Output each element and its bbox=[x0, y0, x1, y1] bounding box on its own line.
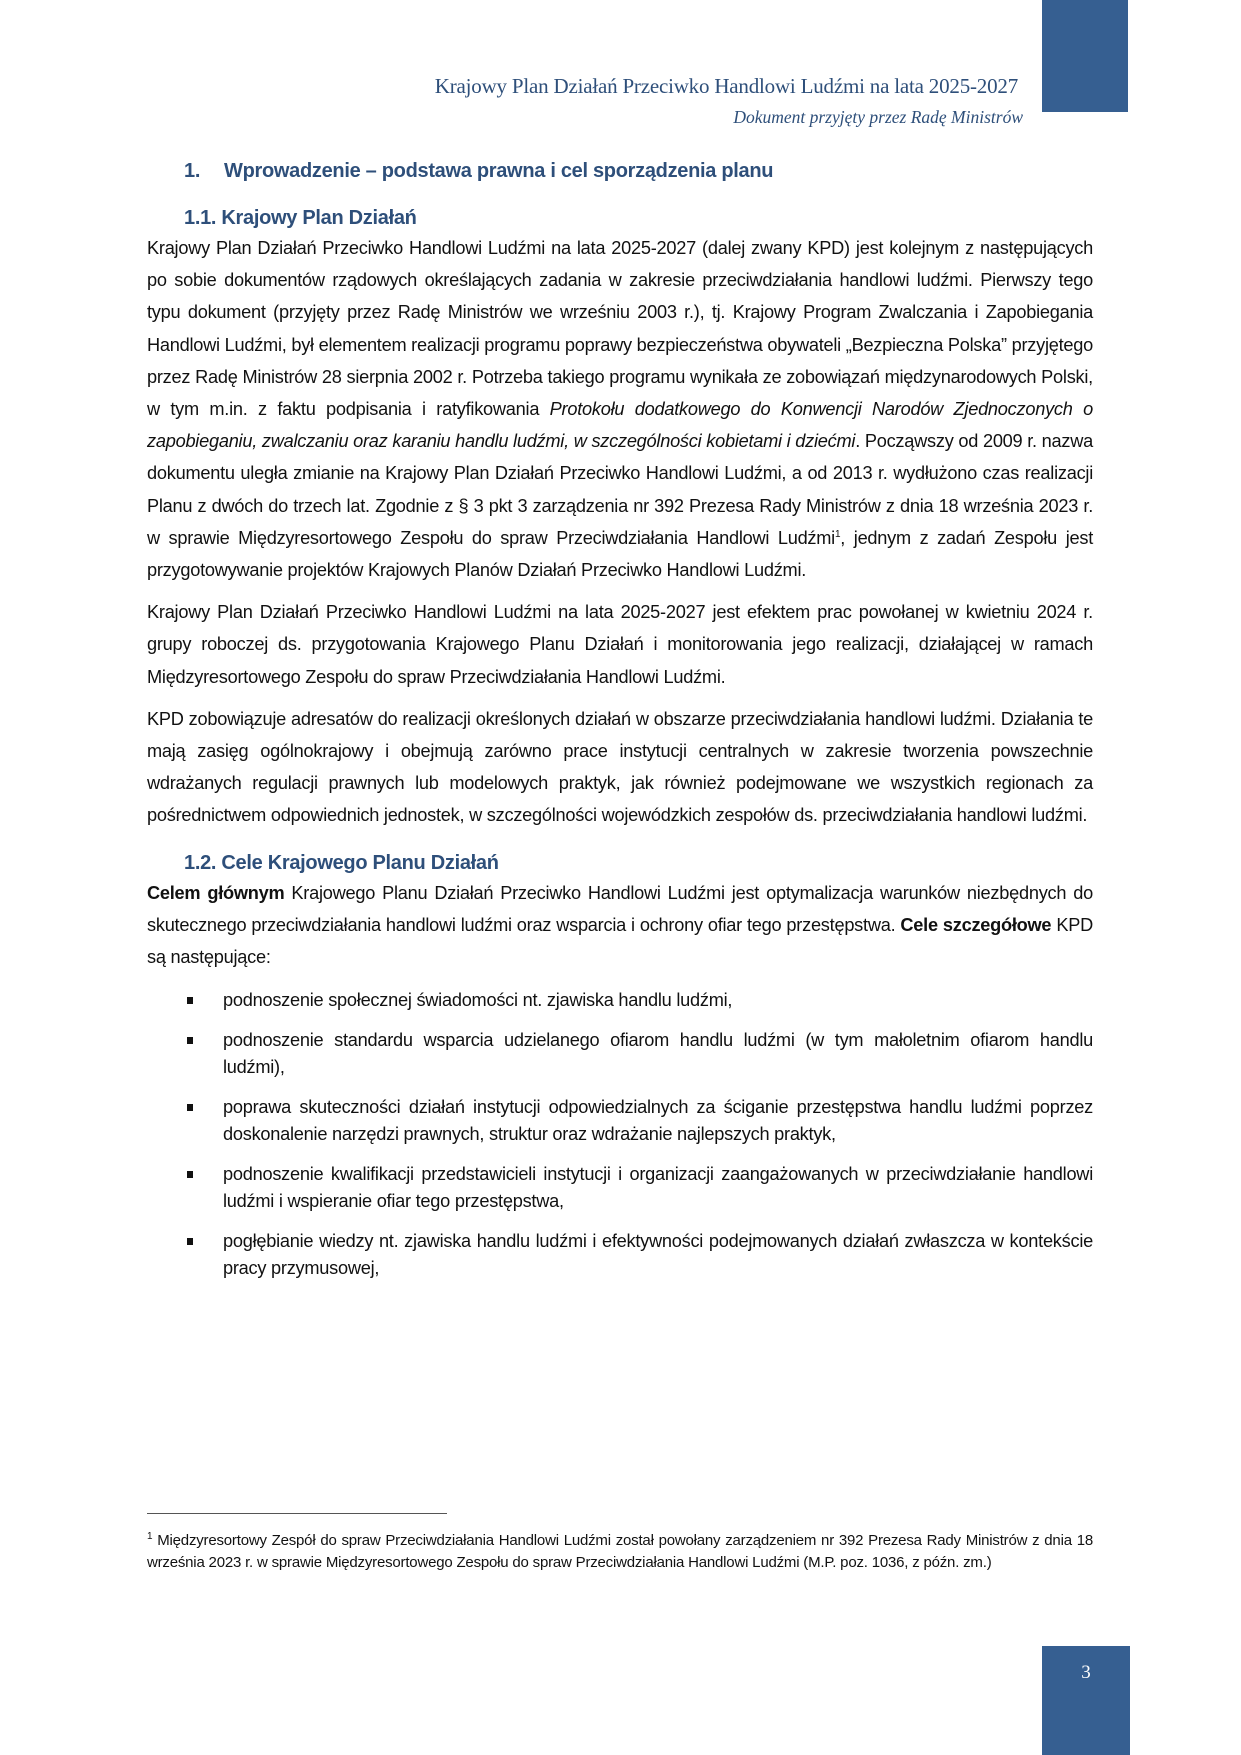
running-header-title: Krajowy Plan Działań Przeciwko Handlowi Ludźmi na lata 2025-2027 bbox=[434, 74, 1018, 98]
square-bullet-icon bbox=[187, 1104, 193, 1111]
list-item bbox=[147, 1228, 1093, 1282]
square-bullet-icon bbox=[187, 997, 193, 1004]
paragraph-text: . Począwszy od 2009 r. nazwa dokumentu uległa zmianie na Krajowy Plan Działań Przeciwko Handlowi Ludźmi, a od 2013 r. wydłużono czas realizacji Planu z dwóch do trzech lat. Zgodnie z § 3 pkt 3 zarządzenia nr 392 Prezesa Rady Ministrów z dnia 18 września 2023 r. w sprawie Międzyresortowego Zespołu do spraw Przeciwdziałania Handlowi Ludźmi bbox=[147, 431, 1094, 548]
square-bullet-icon bbox=[187, 1238, 193, 1245]
running-header-subtitle: Dokument przyjęty przez Radę Ministrów bbox=[733, 107, 1023, 127]
page-body bbox=[147, 160, 1093, 1295]
footnote-text: Międzyresortowy Zespół do spraw Przeciwdziałania Handlowi Ludźmi został powołany zarządzeniem nr 392 Prezesa Rady Ministrów z dnia 18 września 2023 r. w sprawie Międzyresortowego Zespołu do spraw Przeciwdziałania Handlowi Ludźmi (M.P. poz. 1036, z późn. zm.) bbox=[147, 1532, 1093, 1571]
paragraph-text: KPD są następujące: bbox=[147, 914, 1093, 968]
list-item bbox=[147, 987, 1093, 1014]
list-item-text: poprawa skuteczności działań instytucji odpowiedzialnych za ściganie przestępstwa handlu ludźmi poprzez doskonalenie narzędzi prawnych, struktur oraz wdrażanie najlepszych praktyk, bbox=[223, 1097, 1093, 1145]
square-bullet-icon bbox=[187, 1037, 193, 1044]
list-item bbox=[147, 1027, 1093, 1081]
list-item-text: podnoszenie standardu wsparcia udzielanego ofiarom handlu ludźmi (w tym małoletnim ofiarom handlu ludźmi), bbox=[223, 1030, 1093, 1078]
paragraph-intro bbox=[147, 232, 1093, 586]
paragraph-goals bbox=[147, 877, 1093, 974]
main-goal-label: Celem głównym bbox=[147, 882, 285, 903]
footnote-separator bbox=[147, 1513, 447, 1514]
specific-goals-label: Cele szczegółowe bbox=[900, 914, 1052, 935]
paragraph-text: Krajowy Plan Działań Przeciwko Handlowi Ludźmi na lata 2025-2027 (dalej zwany KPD) jest kolejnym z następujących po sobie dokumentów rządowych określających zadania w zakresie przeciwdziałania handlowi ludźmi. Pierwszy tego typu dokument (przyjęty przez Radę Ministrów we wrześniu 2003 r.), tj. Krajowy Program Zwalczania i Zapobiegania Handlowi Ludźmi, był elementem realizacji programu poprawy bezpieczeństwa obywateli „Bezpieczna Polska” przyjętego przez Radę Ministrów 28 sierpnia 2002 r. Potrzeba takiego programu wynikała ze zobowiązań międzynarodowych Polski, w tym m.in. z faktu podpisania i ratyfikowania bbox=[147, 238, 1094, 420]
footnote bbox=[147, 1530, 1093, 1573]
list-item-text: podnoszenie społecznej świadomości nt. zjawiska handlu ludźmi, bbox=[223, 990, 733, 1011]
square-bullet-icon bbox=[187, 1171, 193, 1178]
footnote-number: 1 bbox=[147, 1531, 153, 1542]
paragraph-text: Krajowego Planu Działań Przeciwko Handlowi Ludźmi jest optymalizacja warunków niezbędnych do skutecznego przeciwdziałania handlowi ludźmi oraz wsparcia i ochrony ofiar tego przestępstwa. bbox=[147, 882, 1093, 935]
list-item-text: podnoszenie kwalifikacji przedstawicieli instytucji i organizacji zaangażowanych w przeciwdziałanie handlowi ludźmi i wspieranie ofiar tego przestępstwa, bbox=[223, 1164, 1093, 1212]
specific-goals-list bbox=[147, 987, 1093, 1282]
footnote-reference[interactable]: 1 bbox=[834, 528, 841, 540]
page-number-block bbox=[1042, 1646, 1130, 1755]
list-item-text: pogłębianie wiedzy nt. zjawiska handlu ludźmi i efektywności podejmowanych działań zwłaszcza w kontekście pracy przymusowej, bbox=[223, 1231, 1093, 1279]
header-accent-bar bbox=[1042, 0, 1128, 112]
paragraph-text: , jednym z zadań Zespołu jest przygotowywanie projektów Krajowych Planów Działań Przeciwko Handlowi Ludźmi. bbox=[147, 527, 1093, 581]
paragraph-working-group: Krajowy Plan Działań Przeciwko Handlowi Ludźmi na lata 2025-2027 jest efektem prac powołanej w kwietniu 2024 r. grupy roboczej ds. przygotowania Krajowego Planu Działań i monitorowania jego realizacji, działającej w ramach Międzyresortowego Zespołu do spraw Przeciwdziałania Handlowi Ludźmi. bbox=[147, 602, 1093, 687]
section-number: 1. bbox=[184, 160, 201, 182]
protocol-title-italic: Protokołu dodatkowego do Konwencji Narodów Zjednoczonych o zapobieganiu, zwalczaniu oraz karaniu handlu ludźmi, w szczególności kobietami i dziećmi bbox=[147, 399, 1093, 452]
subsection-heading-1-2: 1.2. Cele Krajowego Planu Działań bbox=[184, 851, 499, 874]
section-title: Wprowadzenie – podstawa prawna i cel sporządzenia planu bbox=[224, 160, 774, 182]
paragraph-obligations: KPD zobowiązuje adresatów do realizacji określonych działań w obszarze przeciwdziałania handlowi ludźmi. Działania te mają zasięg ogólnokrajowy i obejmują zarówno prace instytucji centralnych w zakresie tworzenia powszechnie wdrażanych regulacji prawnych lub modelowych praktyk, jak również podejmowane we wszystkich regionach za pośrednictwem odpowiednich jednostek, w szczególności wojewódzkich zespołów ds. przeciwdziałania handlowi ludźmi. bbox=[147, 708, 1093, 826]
subsection-heading-1-1: 1.1. Krajowy Plan Działań bbox=[184, 207, 417, 229]
section-heading-1 bbox=[147, 160, 1093, 183]
list-item bbox=[147, 1094, 1093, 1148]
page-number: 3 bbox=[1081, 1662, 1091, 1683]
list-item bbox=[147, 1161, 1093, 1215]
